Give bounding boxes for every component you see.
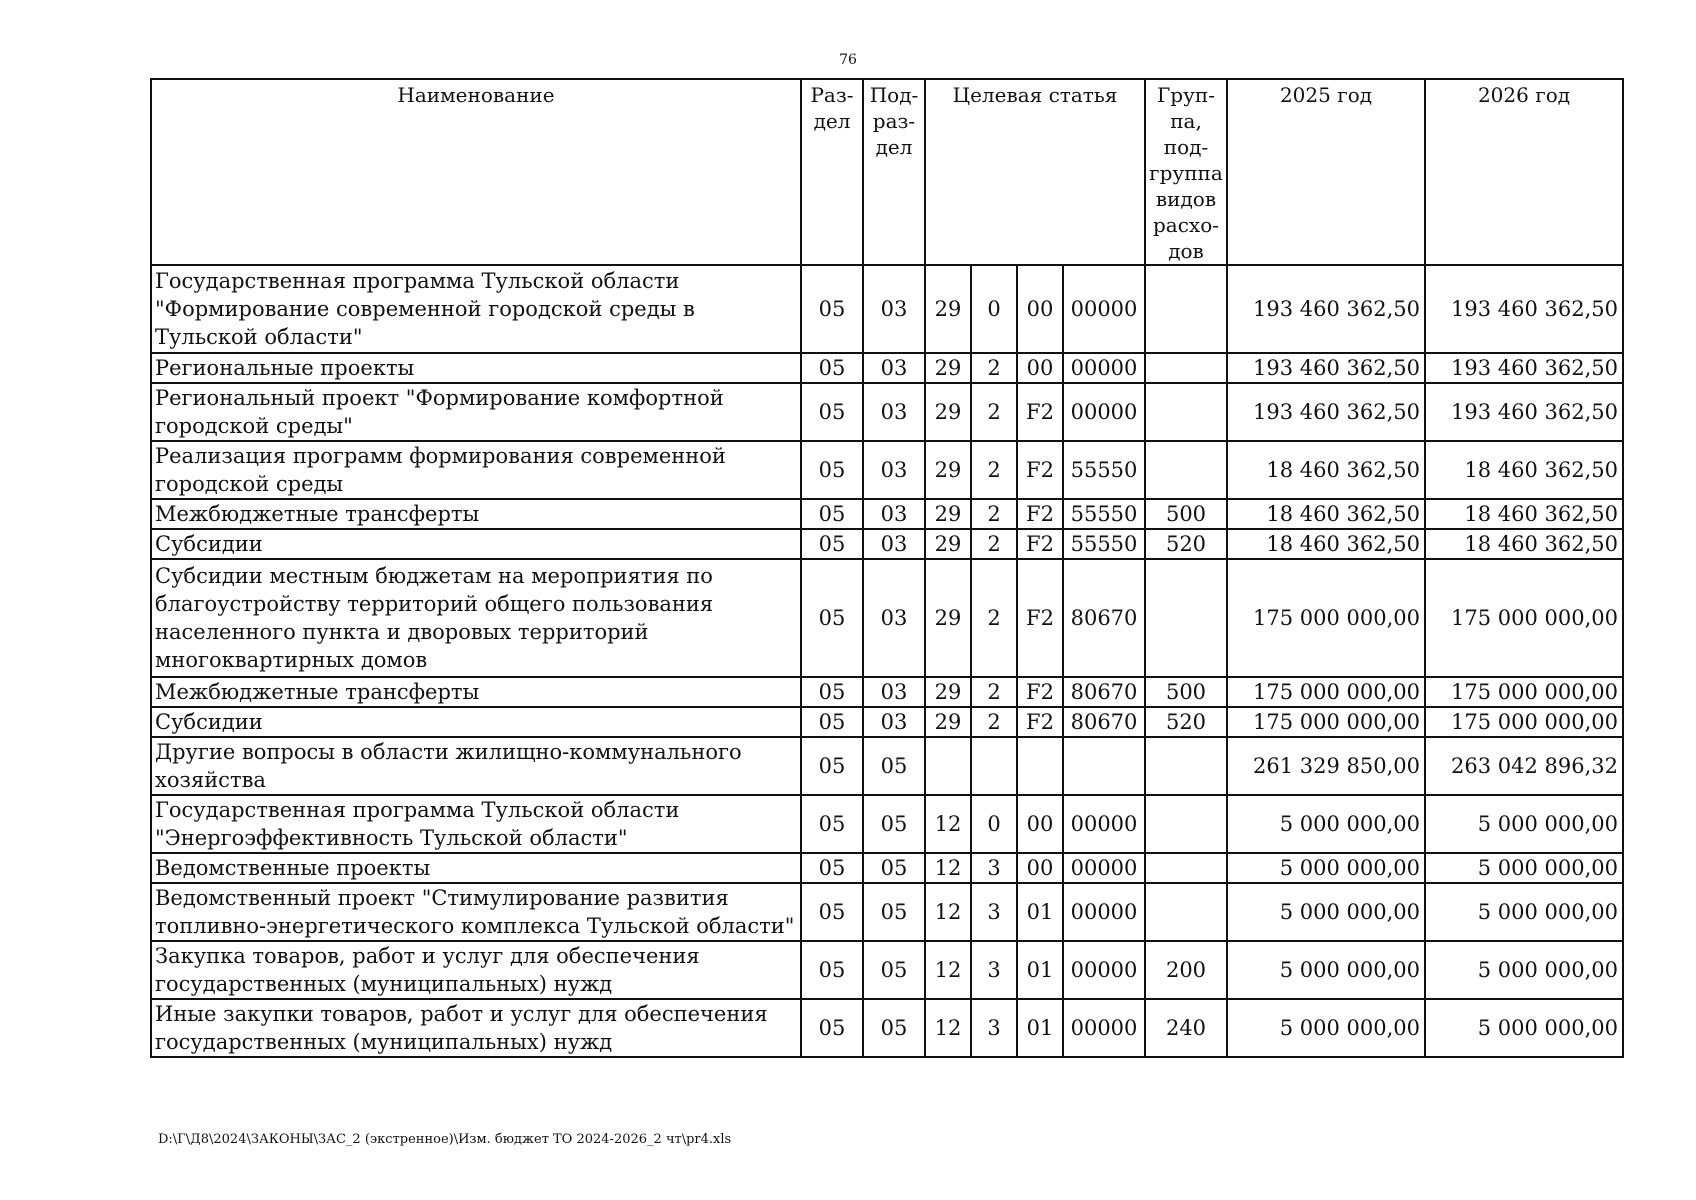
row-subsection: 05 [863,999,925,1057]
row-section: 05 [801,441,863,499]
row-target-program: 29 [925,383,971,441]
row-amount-2025: 193 460 362,50 [1227,265,1425,353]
row-expense-group: 200 [1145,941,1227,999]
row-name: Региональные проекты [151,353,801,383]
table-row [151,999,1623,1057]
row-amount-2026: 193 460 362,50 [1425,353,1623,383]
row-expense-group: 500 [1145,677,1227,707]
row-subsection: 03 [863,529,925,559]
row-target-direction: 80670 [1063,707,1145,737]
header-2026: 2026 год [1425,79,1623,265]
row-target-direction: 00000 [1063,265,1145,353]
row-name: Ведомственные проекты [151,853,801,883]
row-name: Реализация программ формирования современной городской среды [151,441,801,499]
row-target-project: 00 [1017,265,1063,353]
row-section: 05 [801,265,863,353]
table-row [151,677,1623,707]
row-section: 05 [801,529,863,559]
row-subsection: 05 [863,883,925,941]
row-target-type: 2 [971,441,1017,499]
row-target-project: F2 [1017,499,1063,529]
row-name: Закупка товаров, работ и услуг для обеспечения государственных (муниципальных) нужд [151,941,801,999]
row-target-direction: 00000 [1063,383,1145,441]
row-target-program: 12 [925,999,971,1057]
row-section: 05 [801,999,863,1057]
row-target-type: 2 [971,383,1017,441]
row-target-project: F2 [1017,383,1063,441]
row-target-program: 29 [925,353,971,383]
row-subsection: 03 [863,677,925,707]
row-target-project: F2 [1017,707,1063,737]
row-target-project: F2 [1017,559,1063,677]
row-target-project: 01 [1017,883,1063,941]
row-amount-2026: 5 000 000,00 [1425,941,1623,999]
row-amount-2026: 5 000 000,00 [1425,999,1623,1057]
row-name: Иные закупки товаров, работ и услуг для обеспечения государственных (муниципальных) нужд [151,999,801,1057]
row-target-direction: 00000 [1063,353,1145,383]
row-target-program: 29 [925,265,971,353]
row-expense-group: 520 [1145,529,1227,559]
row-section: 05 [801,737,863,795]
row-amount-2026: 5 000 000,00 [1425,795,1623,853]
row-name: Субсидии [151,707,801,737]
row-target-project: 01 [1017,941,1063,999]
row-amount-2026: 18 460 362,50 [1425,441,1623,499]
row-target-direction: 00000 [1063,883,1145,941]
row-target-project: 00 [1017,853,1063,883]
row-target-type: 3 [971,999,1017,1057]
row-amount-2026: 5 000 000,00 [1425,883,1623,941]
row-amount-2026: 175 000 000,00 [1425,677,1623,707]
row-subsection: 05 [863,737,925,795]
table-row [151,529,1623,559]
row-target-direction: 80670 [1063,677,1145,707]
header-name: Наименование [151,79,801,265]
row-subsection: 05 [863,795,925,853]
row-name: Ведомственный проект "Стимулирование развития топливно-энергетического комплекса Тульской области" [151,883,801,941]
row-amount-2025: 5 000 000,00 [1227,795,1425,853]
row-name: Межбюджетные трансферты [151,677,801,707]
row-expense-group [1145,265,1227,353]
table-row [151,795,1623,853]
row-amount-2025: 175 000 000,00 [1227,559,1425,677]
header-row [151,79,1623,265]
table-row [151,883,1623,941]
page-number: 76 [839,52,857,68]
table-row [151,853,1623,883]
table-row [151,941,1623,999]
row-section: 05 [801,499,863,529]
row-expense-group [1145,559,1227,677]
row-target-program [925,737,971,795]
budget-table [150,78,1624,1058]
row-name: Государственная программа Тульской области "Формирование современной городской среды в Тульской области" [151,265,801,353]
row-expense-group [1145,737,1227,795]
row-subsection: 05 [863,853,925,883]
row-section: 05 [801,707,863,737]
row-target-program: 12 [925,883,971,941]
row-amount-2025: 5 000 000,00 [1227,883,1425,941]
row-amount-2025: 18 460 362,50 [1227,529,1425,559]
row-expense-group [1145,383,1227,441]
row-target-program: 12 [925,941,971,999]
row-target-direction: 55550 [1063,441,1145,499]
row-target-direction: 00000 [1063,853,1145,883]
row-amount-2026: 193 460 362,50 [1425,383,1623,441]
row-target-program: 29 [925,707,971,737]
header-2025: 2025 год [1227,79,1425,265]
row-target-program: 29 [925,499,971,529]
row-amount-2026: 175 000 000,00 [1425,559,1623,677]
row-name: Субсидии [151,529,801,559]
row-target-direction [1063,737,1145,795]
row-amount-2026: 5 000 000,00 [1425,853,1623,883]
row-section: 05 [801,383,863,441]
row-amount-2025: 261 329 850,00 [1227,737,1425,795]
row-target-type: 3 [971,941,1017,999]
row-subsection: 03 [863,383,925,441]
row-target-type: 2 [971,529,1017,559]
row-amount-2026: 193 460 362,50 [1425,265,1623,353]
row-target-project: 01 [1017,999,1063,1057]
row-expense-group: 500 [1145,499,1227,529]
row-amount-2025: 18 460 362,50 [1227,499,1425,529]
row-section: 05 [801,853,863,883]
row-target-direction: 00000 [1063,999,1145,1057]
row-target-type: 2 [971,353,1017,383]
row-expense-group [1145,795,1227,853]
row-section: 05 [801,353,863,383]
row-amount-2025: 175 000 000,00 [1227,677,1425,707]
row-target-type [971,737,1017,795]
row-amount-2025: 18 460 362,50 [1227,441,1425,499]
row-target-program: 29 [925,677,971,707]
table-row [151,737,1623,795]
row-subsection: 03 [863,499,925,529]
row-name: Субсидии местным бюджетам на мероприятия по благоустройству территорий общего пользования населенного пункта и дворовых территорий многоквартирных домов [151,559,801,677]
row-expense-group: 240 [1145,999,1227,1057]
row-target-program: 29 [925,441,971,499]
row-amount-2026: 18 460 362,50 [1425,499,1623,529]
row-target-program: 12 [925,795,971,853]
row-target-type: 2 [971,499,1017,529]
table-row [151,383,1623,441]
row-target-project: F2 [1017,677,1063,707]
file-path-footer: D:\Г\Д8\2024\ЗАКОНЫ\ЗАС_2 (экстренное)\Изм. бюджет ТО 2024-2026_2 чт\pr4.xls [158,1132,732,1147]
table-row [151,441,1623,499]
table-row [151,707,1623,737]
row-subsection: 03 [863,441,925,499]
row-expense-group: 520 [1145,707,1227,737]
row-target-project: F2 [1017,529,1063,559]
row-subsection: 03 [863,707,925,737]
row-target-type: 3 [971,853,1017,883]
row-target-type: 0 [971,795,1017,853]
table-row [151,265,1623,353]
row-target-direction: 55550 [1063,529,1145,559]
row-subsection: 03 [863,559,925,677]
row-name: Региональный проект "Формирование комфортной городской среды" [151,383,801,441]
row-target-type: 3 [971,883,1017,941]
row-expense-group [1145,853,1227,883]
row-target-type: 2 [971,677,1017,707]
row-target-project: F2 [1017,441,1063,499]
row-target-program: 29 [925,559,971,677]
row-amount-2025: 193 460 362,50 [1227,383,1425,441]
row-section: 05 [801,883,863,941]
row-target-type: 0 [971,265,1017,353]
row-amount-2025: 5 000 000,00 [1227,941,1425,999]
row-amount-2025: 5 000 000,00 [1227,853,1425,883]
row-amount-2026: 263 042 896,32 [1425,737,1623,795]
row-target-direction: 80670 [1063,559,1145,677]
table-row [151,353,1623,383]
table-row [151,559,1623,677]
row-target-direction: 55550 [1063,499,1145,529]
header-subsection: Под- раз- дел [863,79,925,265]
row-target-project [1017,737,1063,795]
row-subsection: 05 [863,941,925,999]
row-expense-group [1145,441,1227,499]
table-row [151,499,1623,529]
row-section: 05 [801,559,863,677]
row-target-type: 2 [971,559,1017,677]
row-target-project: 00 [1017,353,1063,383]
row-expense-group [1145,883,1227,941]
row-subsection: 03 [863,265,925,353]
row-target-direction: 00000 [1063,941,1145,999]
row-target-direction: 00000 [1063,795,1145,853]
row-target-type: 2 [971,707,1017,737]
row-amount-2026: 175 000 000,00 [1425,707,1623,737]
row-name: Государственная программа Тульской области "Энергоэффективность Тульской области" [151,795,801,853]
header-target: Целевая статья [925,79,1145,265]
row-amount-2025: 5 000 000,00 [1227,999,1425,1057]
row-target-program: 12 [925,853,971,883]
header-section: Раз- дел [801,79,863,265]
row-target-program: 29 [925,529,971,559]
row-section: 05 [801,941,863,999]
row-amount-2025: 175 000 000,00 [1227,707,1425,737]
row-expense-group [1145,353,1227,383]
row-amount-2026: 18 460 362,50 [1425,529,1623,559]
row-amount-2025: 193 460 362,50 [1227,353,1425,383]
header-expense-group: Груп- па, под- группа видов расхо- дов [1145,79,1227,265]
row-section: 05 [801,795,863,853]
row-name: Межбюджетные трансферты [151,499,801,529]
row-target-project: 00 [1017,795,1063,853]
row-name: Другие вопросы в области жилищно-коммунального хозяйства [151,737,801,795]
row-subsection: 03 [863,353,925,383]
row-section: 05 [801,677,863,707]
